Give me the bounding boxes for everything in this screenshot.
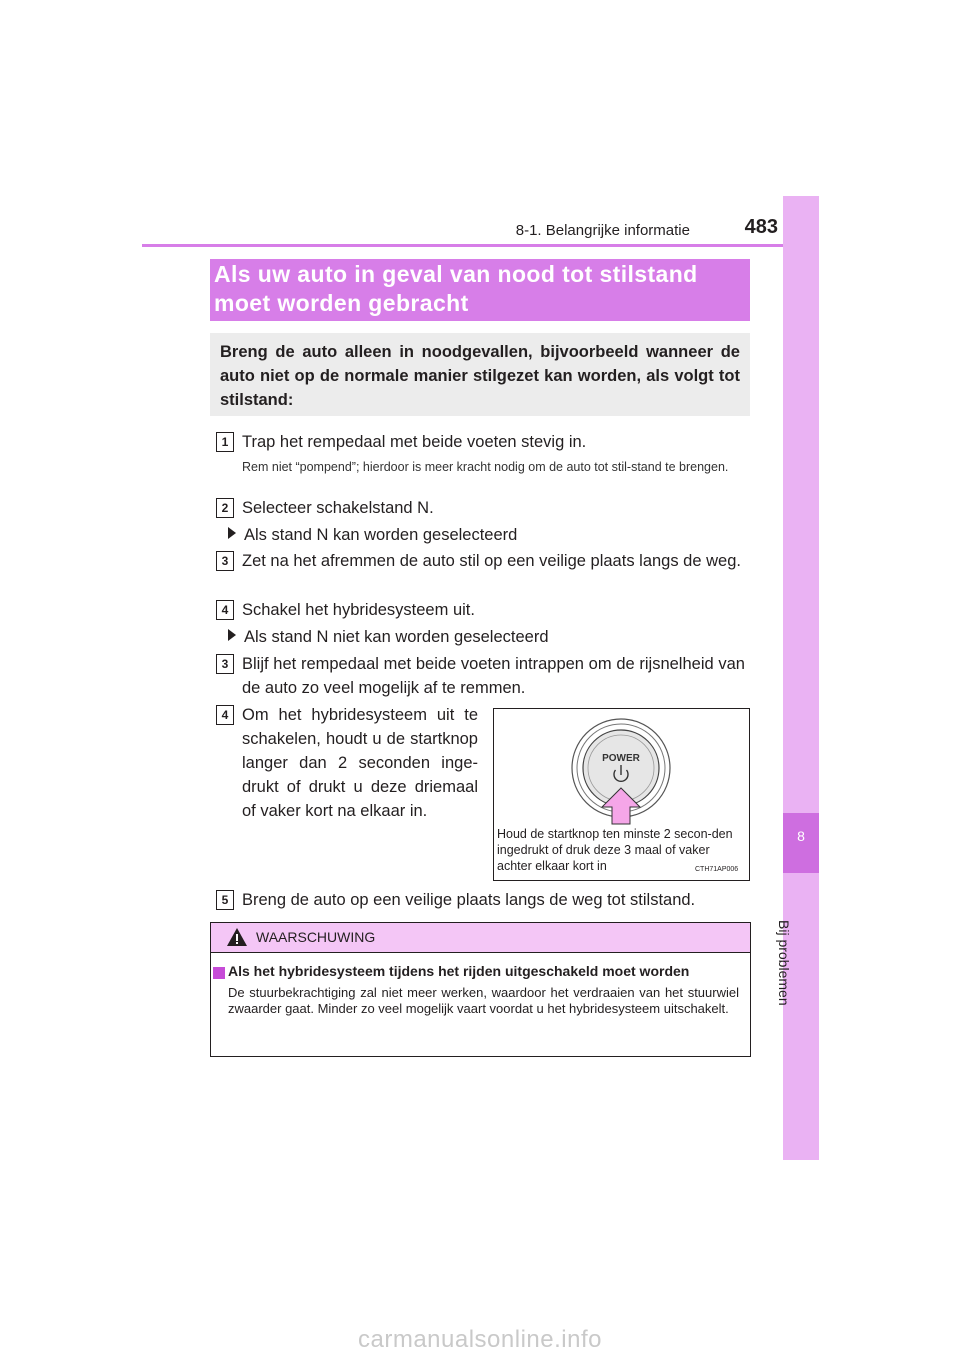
step-text: Zet na het afremmen de auto stil op een veilige plaats langs de weg. xyxy=(242,552,741,570)
step-number: 2 xyxy=(216,498,234,518)
triangle-bullet-icon xyxy=(228,629,236,641)
step-number: 4 xyxy=(216,600,234,620)
figure-id: CTH71AP006 xyxy=(695,866,739,873)
triangle-bullet-icon xyxy=(228,527,236,539)
condition-item xyxy=(228,523,517,547)
step-text: Om het hybridesysteem uit te schakelen, houdt u de startknop langer dan 2 seconden inge-drukt of drukt u deze driemaal of vaker kort na elkaar in. xyxy=(242,706,478,820)
header-rule xyxy=(142,244,818,247)
step-number: 4 xyxy=(216,705,234,725)
warning-title: WAARSCHUWING xyxy=(256,929,376,945)
square-bullet-icon xyxy=(213,967,225,979)
section-heading: 8-1. Belangrijke informatie xyxy=(515,222,690,239)
condition-item xyxy=(228,625,549,649)
chapter-title-text: Bij problemen xyxy=(776,920,792,1006)
step-number: 1 xyxy=(216,432,234,452)
figure-caption: Houd de startknop ten minste 2 secon-den ingedrukt of druk deze 3 maal of vaker achter elkaar kort in xyxy=(497,827,733,873)
chapter-number: 8 xyxy=(797,828,805,844)
power-label: POWER xyxy=(602,753,640,764)
step-text: Trap het rempedaal met beide voeten stevig in. xyxy=(242,433,587,451)
step-text: Selecteer schakelstand N. xyxy=(242,499,434,517)
page-number: 483 xyxy=(744,216,778,238)
step-number: 5 xyxy=(216,890,234,910)
warning-subheading: Als het hybridesysteem tijdens het rijden uitgeschakeld moet worden xyxy=(228,963,690,979)
step-text: Breng de auto op een veilige plaats langs de weg tot stilstand. xyxy=(242,891,696,909)
warning-triangle-icon xyxy=(226,927,248,947)
step-text: Schakel het hybridesysteem uit. xyxy=(242,601,475,619)
condition-text: Als stand N niet kan worden geselecteerd xyxy=(244,628,549,646)
step-text: Blijf het rempedaal met beide voeten intrappen om de rijsnelheid van de auto zo veel mogelijk af te remmen. xyxy=(242,655,745,697)
page-title xyxy=(214,260,750,318)
chapter-side-tab xyxy=(783,196,819,1160)
page-title-line-1: Als uw auto in geval van nood tot stilstand xyxy=(214,261,698,287)
step-note: Rem niet “pompend”; hierdoor is meer kracht nodig om de auto tot stil-stand te brengen. xyxy=(242,460,729,474)
page-title-line-2: moet worden gebracht xyxy=(214,290,469,316)
warning-body: De stuurbekrachtiging zal niet meer werken, waardoor het verdraaien van het stuurwiel zwaarder gaat. Minder zo veel mogelijk vaart voordat u het hybridesysteem uitschakelt. xyxy=(228,985,739,1016)
intro-text: Breng de auto alleen in noodgevallen, bijvoorbeeld wanneer de auto niet op de normale manier stilgezet kan worden, als volgt tot stilstand: xyxy=(220,343,740,409)
condition-text: Als stand N kan worden geselecteerd xyxy=(244,526,518,544)
watermark: carmanualsonline.info xyxy=(358,1326,602,1353)
step-number: 3 xyxy=(216,654,234,674)
step-number: 3 xyxy=(216,551,234,571)
